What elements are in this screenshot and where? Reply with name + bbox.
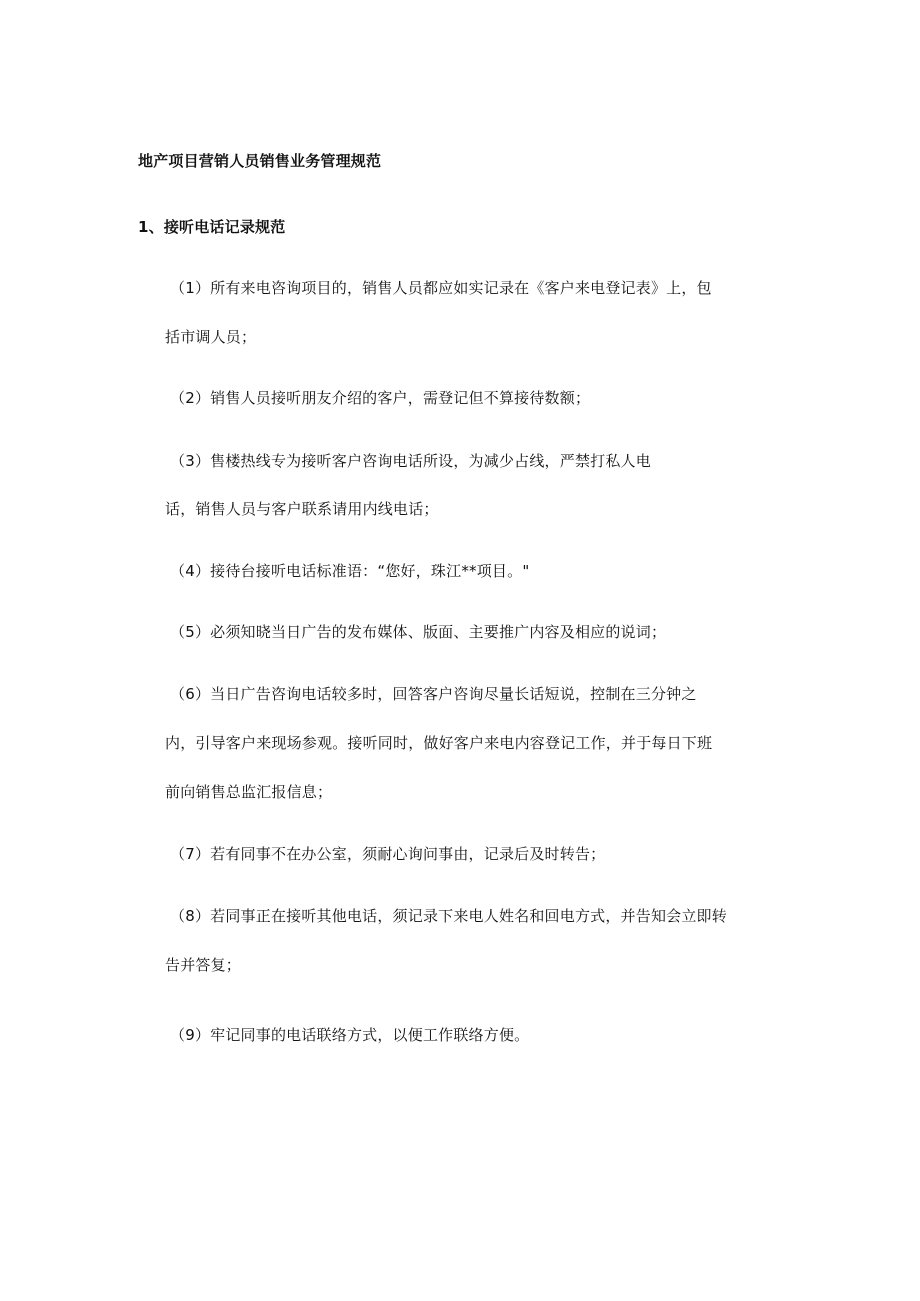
item-8-line-1: （8）若同事正在接听其他电话，须记录下来电人姓名和回电方式，并告知会立即转 bbox=[170, 907, 727, 925]
item-6-line-1: （6）当日广告咨询电话较多时，回答客户咨询尽量长话短说，控制在三分钟之 bbox=[170, 685, 697, 703]
item-6-line-2: 内，引导客户来现场参观。接听同时，做好客户来电内容登记工作，并于每日下班 bbox=[165, 734, 713, 752]
item-3-line-1: （3）售楼热线专为接听客户咨询电话所设，为减少占线，严禁打私人电 bbox=[170, 452, 651, 470]
item-2-line-1: （2）销售人员接听朋友介绍的客户，需登记但不算接待数额； bbox=[170, 389, 591, 407]
item-1-line-2: 括市调人员； bbox=[165, 328, 257, 346]
item-5-line-1: （5）必须知晓当日广告的发布媒体、版面、主要推广内容及相应的说词； bbox=[170, 623, 667, 641]
section-heading: 1、接听电话记录规范 bbox=[138, 218, 286, 236]
document-title: 地产项目营销人员销售业务管理规范 bbox=[138, 152, 382, 170]
item-6-line-3: 前向销售总监汇报信息； bbox=[165, 783, 333, 801]
item-1-line-1: （1）所有来电咨询项目的，销售人员都应如实记录在《客户来电登记表》上，包 bbox=[170, 279, 712, 297]
item-7-line-1: （7）若有同事不在办公室，须耐心询问事由，记录后及时转告； bbox=[170, 845, 606, 863]
item-9-line-1: （9）牢记同事的电话联络方式，以便工作联络方便。 bbox=[170, 1026, 530, 1044]
item-4-line-1: （4）接待台接听电话标准语：“您好，珠江**项目。" bbox=[170, 562, 530, 580]
item-3-line-2: 话，销售人员与客户联系请用内线电话； bbox=[165, 500, 439, 518]
item-8-line-2: 告并答复； bbox=[165, 956, 242, 974]
